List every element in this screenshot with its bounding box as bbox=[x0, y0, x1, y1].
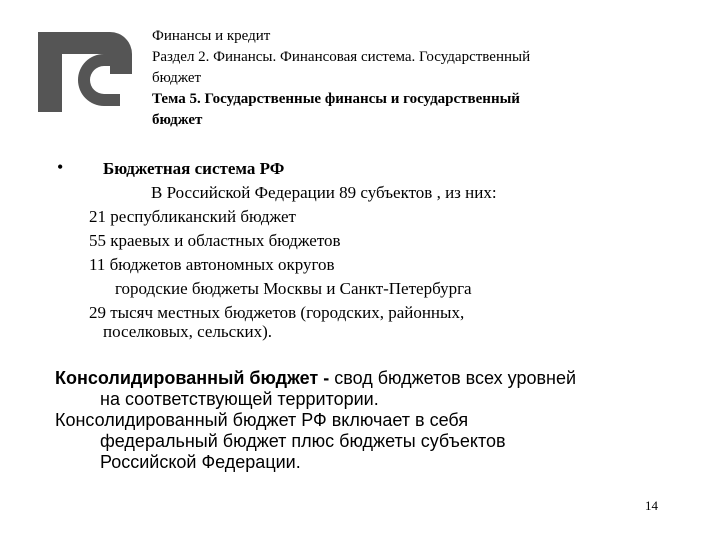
consolidated-rf-line-3: Российской Федерации. bbox=[100, 452, 301, 472]
definition-term: Консолидированный бюджет - bbox=[55, 368, 330, 388]
consolidated-definition bbox=[55, 368, 695, 473]
budget-item-local-cont: поселковых, сельских). bbox=[103, 322, 272, 341]
budget-item-autonomous: 11 бюджетов автономных округов bbox=[89, 255, 335, 274]
budget-item-city: городские бюджеты Москвы и Санкт-Петербурга bbox=[115, 279, 472, 298]
budget-system-title: Бюджетная система РФ bbox=[103, 159, 285, 178]
section-title: Раздел 2. Финансы. Финансовая система. Государственный bbox=[152, 49, 531, 65]
slide-header bbox=[152, 26, 672, 131]
course-title: Финансы и кредит bbox=[152, 28, 271, 44]
budget-intro: В Российской Федерации 89 субъектов , из них: bbox=[151, 183, 497, 202]
ps-logo-icon bbox=[30, 24, 132, 112]
page-number: 14 bbox=[645, 498, 658, 513]
budget-item-republican: 21 республиканский бюджет bbox=[89, 207, 296, 226]
bullet-marker: • bbox=[57, 157, 64, 177]
budget-item-local: 29 тысяч местных бюджетов (городских, районных, bbox=[89, 303, 465, 322]
consolidated-rf-line: Консолидированный бюджет РФ включает в себя bbox=[55, 410, 469, 430]
budget-item-regional: 55 краевых и областных бюджетов bbox=[89, 231, 341, 250]
topic-title-cont: бюджет bbox=[152, 112, 203, 128]
consolidated-rf-line-2: федеральный бюджет плюс бюджеты субъектов bbox=[100, 431, 506, 451]
definition-text: свод бюджетов всех уровней bbox=[334, 368, 577, 388]
section-title-cont: бюджет bbox=[152, 70, 202, 86]
definition-text-cont: на соответствующей территории. bbox=[100, 389, 379, 409]
topic-title: Тема 5. Государственные финансы и государственный bbox=[152, 91, 520, 107]
